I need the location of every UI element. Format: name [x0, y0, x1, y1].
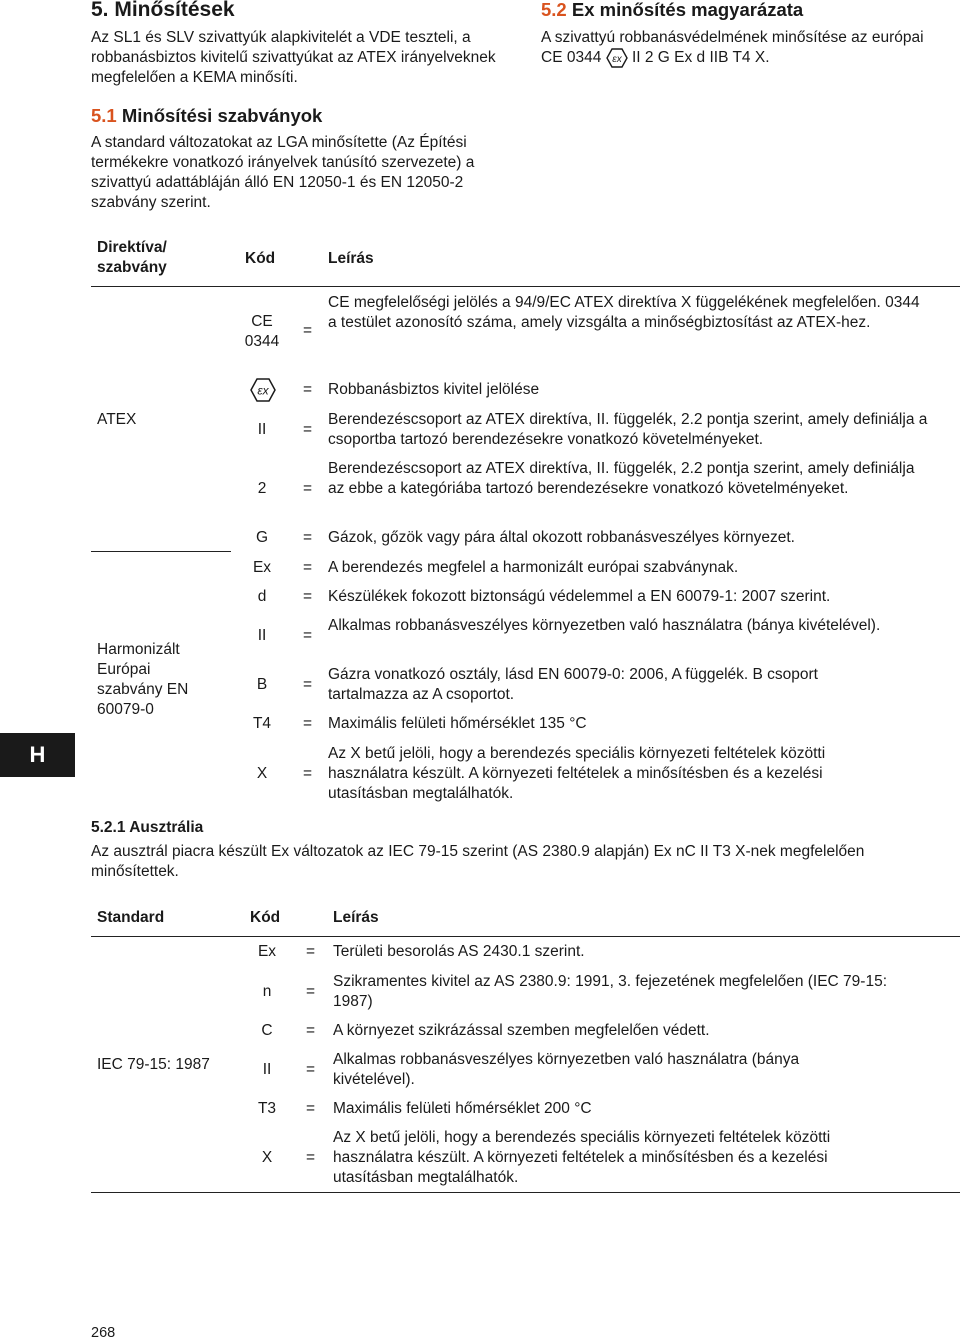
table-1-group-atex: ATEX: [97, 411, 137, 428]
table-2-code: Ex: [257, 943, 277, 960]
table-1-description: CE megfelelőségi jelölés a 94/9/EC ATEX direktíva X függelékének megfelelően. 0344 a testület azonosító száma, amely vizsgálta a minőségbiztosítást az ATEX-hez.: [328, 294, 920, 331]
table-1-description: Alkalmas robbanásveszélyes környezetben való használatra (bánya kivételével).: [328, 617, 881, 634]
section-5-2-1-paragraph: Az ausztrál piacra készült Ex változatok az IEC 79-15 szerint (AS 2380.9 alapján) Ex nC II T3 X-nek megfelelően minősítettek.: [91, 843, 865, 880]
table-2-header-rule: [91, 936, 960, 937]
table-1-header-description: Leírás: [328, 250, 374, 267]
section-5-2-text-a: A szivattyú robbanásvédelmének minősítése az európai CE 0344: [541, 29, 924, 67]
table-1-description: Berendezéscsoport az ATEX direktíva, II. függelék, 2.2 pontja szerint, amely definiálja az ebbe a kategóriába tartozó berendezésekre vonatkozó követelményeket.: [328, 460, 915, 497]
table-2-description: A környezet szikrázással szemben megfelelően védett.: [333, 1022, 710, 1039]
table-1-code: Ex: [252, 559, 272, 576]
table-2-equals: =: [306, 1022, 316, 1039]
table-1-description: Készülékek fokozott biztonságú védelemmel a EN 60079-1: 2007 szerint.: [328, 588, 831, 605]
section-5-2-text-b: II 2 G Ex d IIB T4 X.: [631, 49, 770, 67]
table-1-code: B: [256, 676, 268, 693]
table-1-code: II: [257, 627, 267, 644]
table-1-equals: =: [303, 421, 313, 438]
section-5-2-title: Ex minősítés magyarázata: [571, 0, 804, 20]
table-1-code: d: [257, 588, 267, 605]
table-2-code: II: [262, 1061, 272, 1078]
table-2-header-description: Leírás: [333, 909, 379, 926]
table-1-description: Maximális felületi hőmérséklet 135 °C: [328, 715, 587, 732]
table-2-code: C: [261, 1022, 273, 1039]
section-5-paragraph: Az SL1 és SLV szivattyúk alapkivitelét a VDE teszteli, a robbanásbiztos kivitelű szivattyúkat az ATEX irányelveknek megfelelően a KEMA minősíti.: [91, 29, 496, 86]
table-2-equals: =: [306, 983, 316, 1000]
table-2-equals: =: [306, 1061, 316, 1078]
table-2-description: Területi besorolás AS 2430.1 szerint.: [333, 943, 585, 960]
side-tab: H: [0, 733, 75, 777]
table-1-description: A berendezés megfelel a harmonizált európai szabványnak.: [328, 559, 739, 576]
section-5-1-title: Minősítési szabványok: [121, 105, 323, 126]
section-5-1-number: 5.1: [91, 105, 117, 126]
table-1-equals: =: [303, 715, 313, 732]
table-2-equals: =: [306, 943, 316, 960]
table-1-header-code: Kód: [245, 250, 276, 267]
table-1-equals: =: [303, 765, 313, 782]
table-1-description: Gázra vonatkozó osztály, lásd EN 60079-0: 2006, A függelék. B csoport tartalmazza az A csoportot.: [328, 666, 818, 703]
table-1-code: II: [257, 421, 267, 438]
table-1-equals: =: [303, 627, 313, 644]
table-2-code: X: [261, 1149, 273, 1166]
table-2-description: Alkalmas robbanásveszélyes környezetben való használatra (bánya kivételével).: [333, 1051, 800, 1088]
table-1-group-harmonized: Harmonizált Európai szabvány EN 60079-0: [97, 641, 189, 718]
table-1-equals: =: [303, 480, 313, 497]
section-5-1-paragraph: A standard változatokat az LGA minősítette (Az Építési termékekre vonatkozó irányelvek tanúsító szervezete) a szivattyú adattábláján álló EN 12050-1 és EN 12050-2 szabvány szerint.: [91, 134, 475, 211]
table-1-equals: =: [303, 676, 313, 693]
table-2-code: T3: [257, 1100, 277, 1117]
table-1-equals: =: [303, 529, 313, 546]
table-2-description: Maximális felületi hőmérséklet 200 °C: [333, 1100, 592, 1117]
table-2-bottom-rule: [91, 1192, 960, 1193]
table-2-group-iec: IEC 79-15: 1987: [97, 1056, 210, 1073]
table-1-code: G: [255, 529, 269, 546]
section-5-title: Minősítések: [114, 0, 235, 21]
table-1-code: X: [256, 765, 268, 782]
table-1-header-directive: Direktíva/ szabvány: [97, 239, 167, 276]
table-2-description: Az X betű jelöli, hogy a berendezés speciális környezeti feltételek közötti használatra készült. A környezeti feltételek a minősítésben és a kezelési utasításban megtalálhatók.: [333, 1129, 831, 1186]
section-5-2-number: 5.2: [541, 0, 567, 20]
table-1-code: T4: [252, 715, 272, 732]
table-1-equals: =: [303, 588, 313, 605]
table-2-code: n: [262, 983, 272, 1000]
svg-text:εx: εx: [257, 383, 269, 398]
table-2-equals: =: [306, 1149, 316, 1166]
table-1-code: CE 0344: [244, 313, 280, 350]
svg-text:εx: εx: [611, 54, 622, 65]
table-1-equals: =: [303, 559, 313, 576]
section-5-number: 5.: [91, 0, 109, 21]
table-2-header-standard: Standard: [97, 909, 165, 926]
table-1-code: 2: [257, 480, 267, 497]
table-1-description: Berendezéscsoport az ATEX direktíva, II. függelék, 2.2 pontja szerint, amely definiálja a csoportba tartozó berendezésekre vonatkozó követelményeket.: [328, 411, 928, 448]
table-1-equals: =: [303, 322, 313, 339]
table-1-equals: =: [303, 381, 313, 398]
table-1-description: Robbanásbiztos kivitel jelölése: [328, 381, 540, 398]
table-1-description: Gázok, gőzök vagy pára által okozott robbanásveszélyes környezet.: [328, 529, 795, 546]
page-number: 268: [91, 1325, 116, 1341]
table-2-header-code: Kód: [250, 909, 281, 926]
section-5-2-1-heading: 5.2.1 Ausztrália: [91, 819, 204, 836]
table-2-equals: =: [306, 1100, 316, 1117]
table-1-description: Az X betű jelöli, hogy a berendezés speciális környezeti feltételek közötti használatra készült. A környezeti feltételek a minősítésben és a kezelési utasításban megtalálhatók.: [328, 745, 826, 802]
table-2-description: Szikramentes kivitel az AS 2380.9: 1991, 3. fejezetének megfelelően (IEC 79-15: 1987): [333, 973, 888, 1010]
